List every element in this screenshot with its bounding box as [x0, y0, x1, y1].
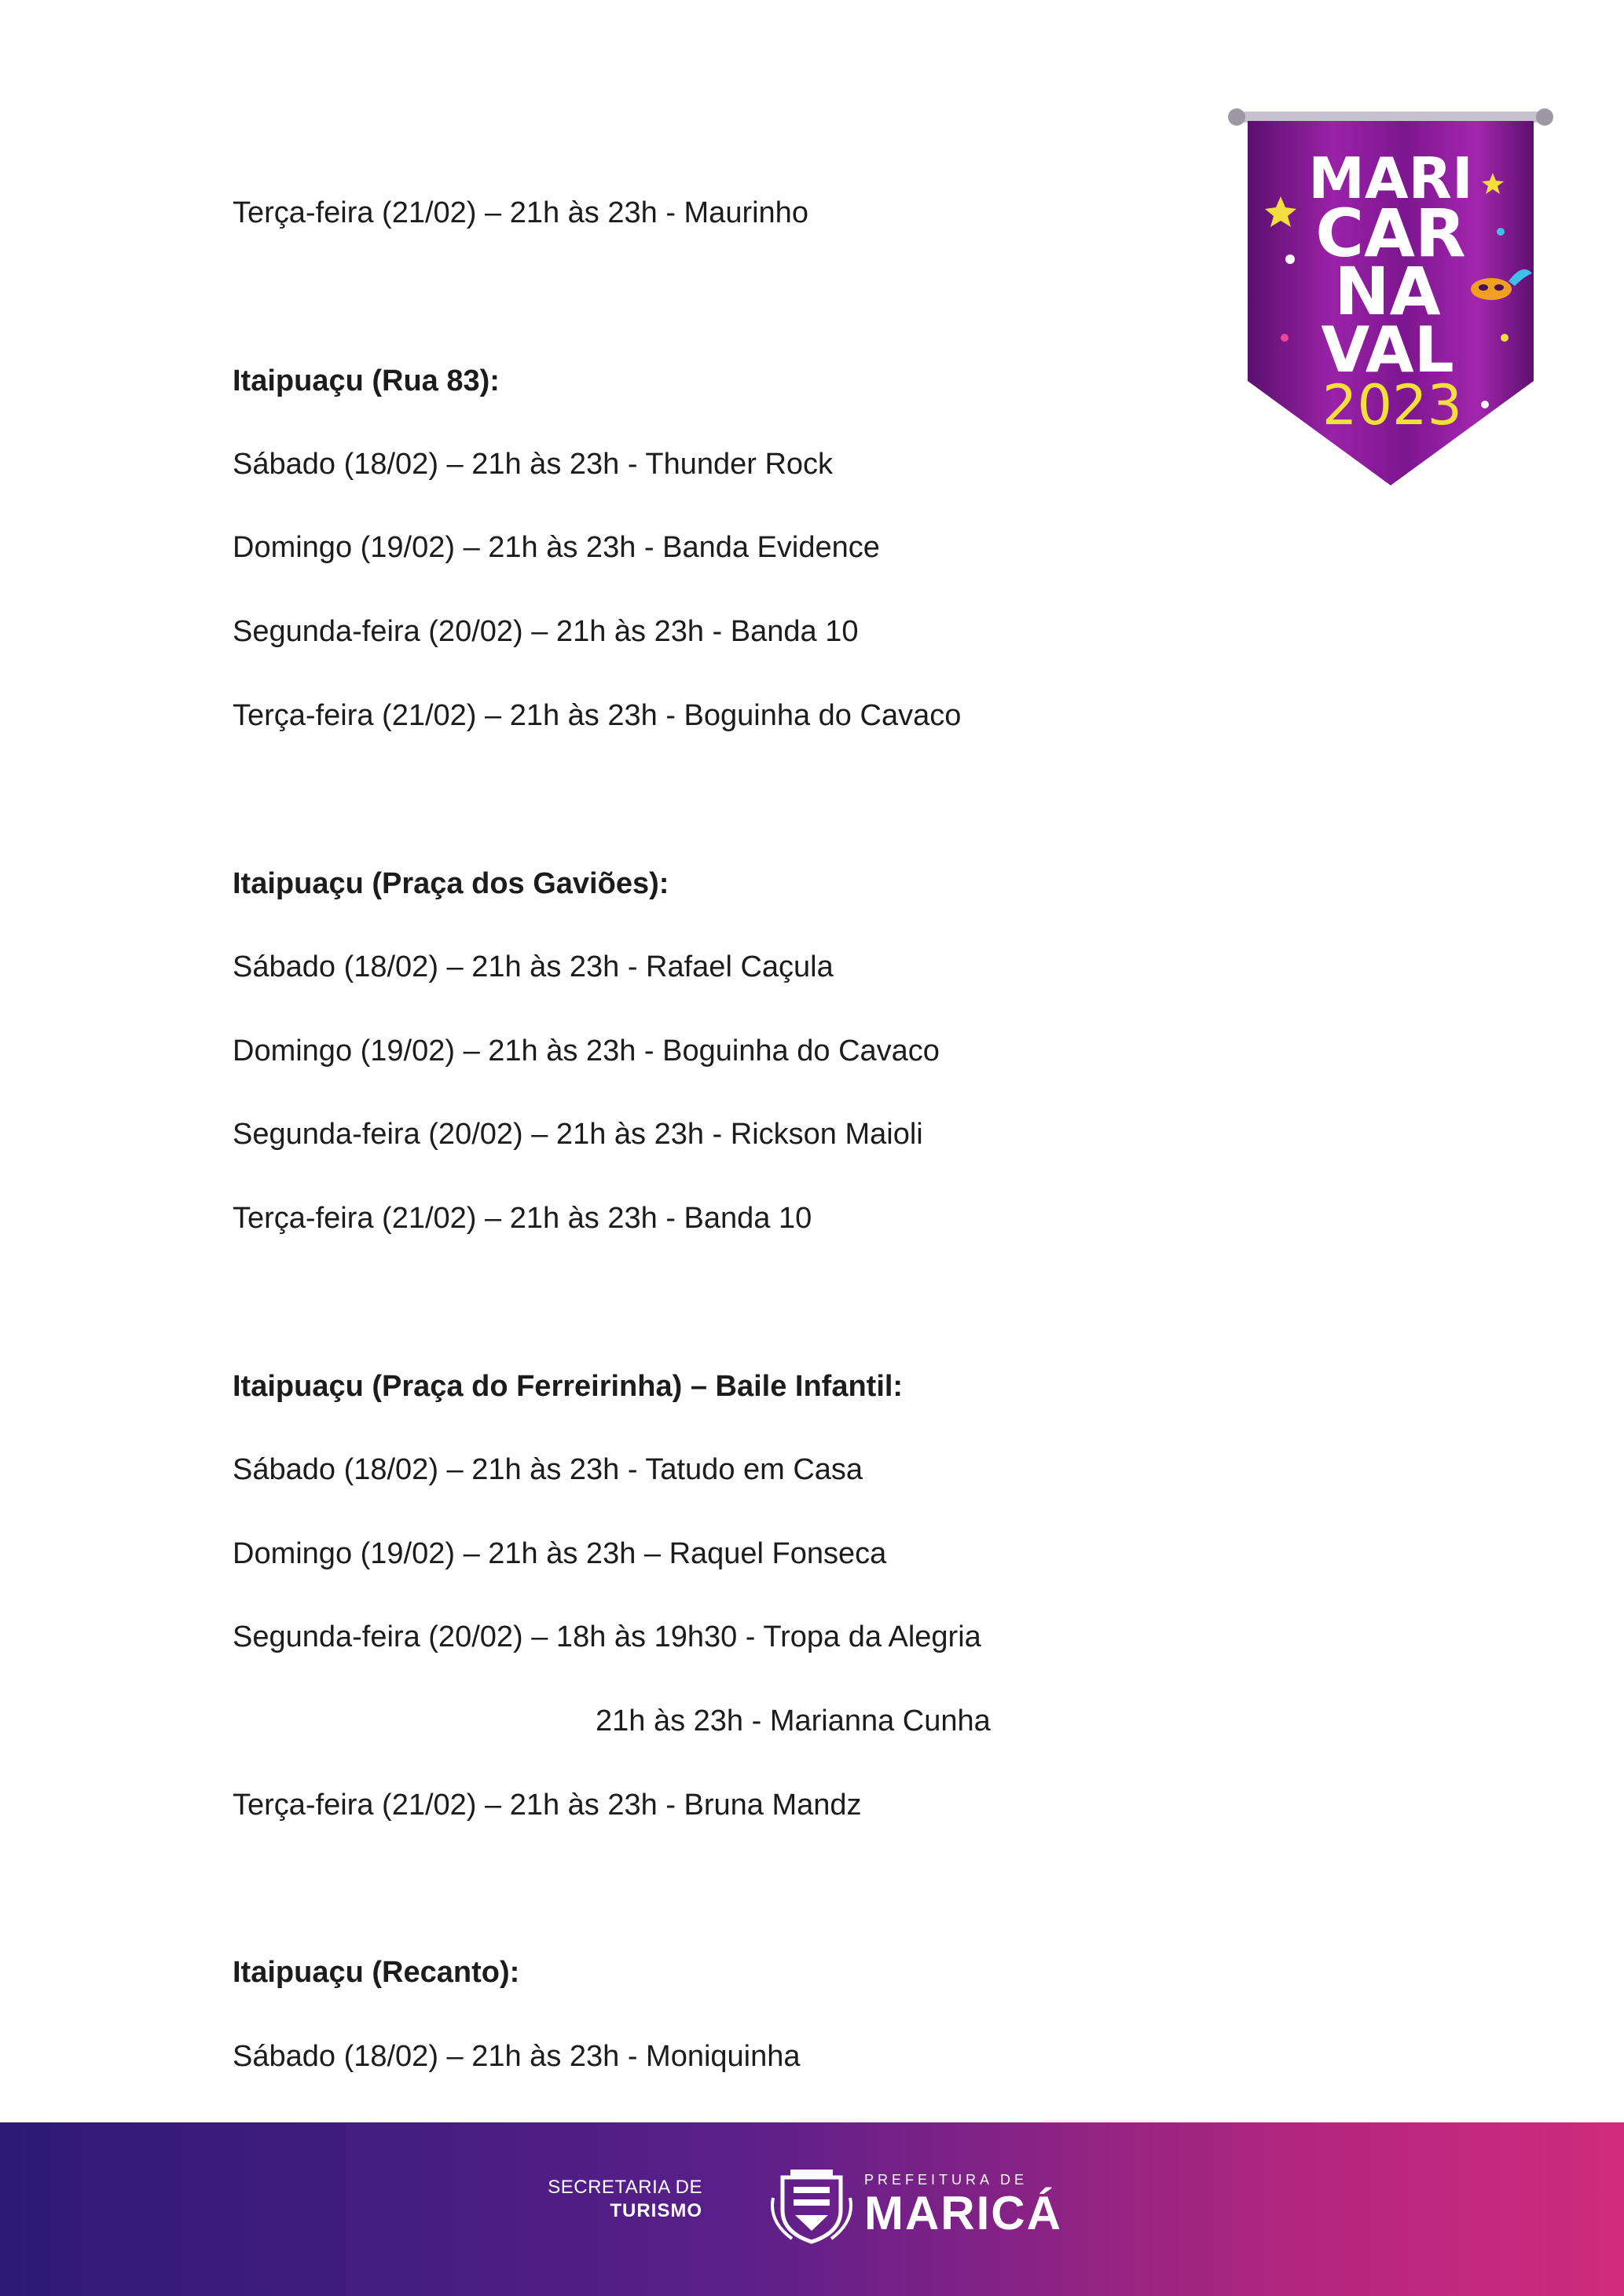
banner-year: 2023 [1322, 373, 1463, 438]
schedule-line: Sábado (18/02) – 21h às 23h - Rafael Caçula [233, 950, 834, 983]
banner-word: CAR [1315, 195, 1466, 272]
banner-word: NA [1334, 253, 1441, 330]
secretaria-line-2: TURISMO [610, 2200, 702, 2221]
schedule-line: 21h às 23h - Marianna Cunha [596, 1705, 991, 1738]
schedule-line: Segunda-feira (20/02) – 21h às 23h - Rickson Maioli [233, 1118, 923, 1151]
schedule-line: Segunda-feira (20/02) – 18h às 19h30 - Tropa da Alegria [233, 1620, 981, 1653]
schedule-line: Terça-feira (21/02) – 21h às 23h - Maurinho [233, 196, 808, 229]
schedule-line: Terça-feira (21/02) – 21h às 23h - Boguinha do Cavaco [233, 699, 962, 732]
schedule-line: Domingo (19/02) – 21h às 23h - Banda Evidence [233, 531, 880, 564]
section-heading: Itaipuaçu (Recanto): [233, 1956, 520, 1989]
schedule-line: Sábado (18/02) – 21h às 23h - Moniquinha [233, 2040, 801, 2073]
section-heading: Itaipuaçu (Rua 83): [233, 364, 500, 397]
schedule-line: Domingo (19/02) – 21h às 23h – Raquel Fonseca [233, 1537, 887, 1570]
secretaria-turismo-label [534, 2176, 702, 2223]
secretaria-line-1: SECRETARIA DE [548, 2177, 702, 2198]
city-crest-icon [768, 2166, 855, 2245]
banner-rod [1240, 112, 1542, 123]
maricarnaval-banner-logo [1226, 102, 1556, 495]
prefeitura-logo [864, 2171, 1062, 2239]
section-heading: Itaipuaçu (Praça do Ferreirinha) – Baile Infantil: [233, 1370, 904, 1403]
schedule-line: Domingo (19/02) – 21h às 23h - Boguinha do Cavaco [233, 1034, 940, 1067]
banner-word: MARI [1308, 145, 1473, 211]
schedule-line: Segunda-feira (20/02) – 21h às 23h - Banda 10 [233, 615, 859, 648]
prefeitura-small-label: PREFEITURA DE [864, 2172, 1028, 2188]
schedule-line: Sábado (18/02) – 21h às 23h - Thunder Rock [233, 448, 834, 481]
prefeitura-city-name: MARICÁ [864, 2187, 1062, 2239]
schedule-line: Terça-feira (21/02) – 21h às 23h - Bruna Mandz [233, 1789, 862, 1822]
schedule-line: Terça-feira (21/02) – 21h às 23h - Banda 10 [233, 1202, 812, 1235]
banner-word: VAL [1321, 313, 1454, 386]
schedule-line: Sábado (18/02) – 21h às 23h - Tatudo em Casa [233, 1453, 863, 1486]
section-heading: Itaipuaçu (Praça dos Gaviões): [233, 867, 669, 900]
